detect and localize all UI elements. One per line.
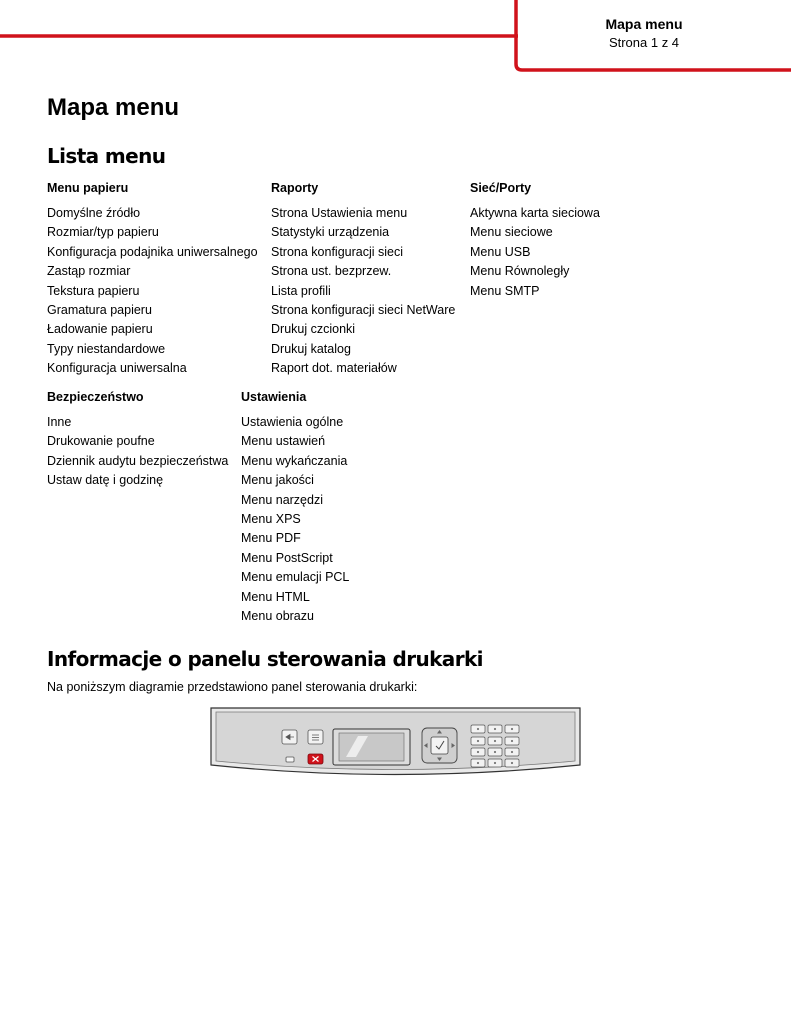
list-item: Menu obrazu (241, 608, 314, 623)
list-item: Typy niestandardowe (47, 341, 166, 356)
menu-column-network-ports (470, 181, 600, 301)
list-item: Statystyki urządzenia (271, 225, 390, 240)
menu-item-list (241, 413, 349, 626)
document-title: Mapa menu (47, 94, 180, 121)
menu-column-reports (271, 181, 455, 379)
list-item: Ładowanie papieru (47, 322, 153, 337)
list-item: Inne (47, 415, 72, 429)
menu-item-list (47, 204, 258, 379)
list-item: Konfiguracja podajnika uniwersalnego (47, 244, 258, 259)
list-item: Konfiguracja uniwersalna (47, 361, 187, 376)
list-item: Menu narzędzi (241, 492, 323, 507)
list-item: Menu PostScript (241, 550, 333, 565)
list-item: Menu emulacji PCL (241, 570, 350, 585)
list-item: Tekstura papieru (47, 283, 140, 298)
section-title-control-panel: Informacje o panelu sterowania drukarki (47, 647, 483, 671)
list-item: Menu ustawień (241, 434, 326, 449)
list-item: Zastąp rozmiar (47, 264, 131, 279)
list-item: Lista profili (271, 283, 331, 298)
list-item: Strona konfiguracji sieci NetWare (271, 302, 456, 317)
list-item: Rozmiar/typ papieru (47, 225, 159, 240)
list-item: Strona Ustawienia menu (271, 206, 408, 220)
list-item: Raport dot. materiałów (271, 361, 397, 376)
page-header (0, 0, 791, 80)
list-item: Menu PDF (241, 531, 301, 546)
list-item: Menu jakości (241, 473, 314, 488)
list-item: Menu HTML (241, 589, 310, 604)
intro-paragraph: Na poniższym diagramie przedstawiono panel sterowania drukarki: (47, 680, 418, 694)
menu-column-paper (47, 181, 258, 379)
menu-column-settings (241, 390, 349, 626)
column-heading: Ustawienia (241, 390, 307, 404)
list-item: Menu sieciowe (470, 225, 553, 240)
list-item: Menu XPS (241, 511, 301, 526)
list-item: Gramatura papieru (47, 302, 152, 317)
list-item: Domyślne źródło (47, 206, 141, 220)
list-item: Dziennik audytu bezpieczeństwa (47, 453, 229, 468)
column-heading: Raporty (271, 181, 319, 195)
indicator-light-icon (286, 757, 294, 762)
list-item: Menu Równoległy (470, 264, 570, 279)
list-item: Menu wykańczania (241, 453, 348, 468)
header-page-number: Strona 1 z 4 (608, 35, 680, 50)
menu-item-list (47, 413, 228, 491)
list-item: Drukowanie poufne (47, 434, 155, 449)
list-item: Ustaw datę i godzinę (47, 473, 164, 488)
menu-button-icon (308, 730, 323, 744)
list-item: Menu SMTP (470, 283, 540, 298)
list-item: Drukuj czcionki (271, 322, 356, 337)
list-item: Strona ust. bezprzew. (271, 264, 392, 279)
list-item: Drukuj katalog (271, 341, 351, 356)
list-item: Ustawienia ogólne (241, 415, 344, 429)
list-item: Aktywna karta sieciowa (470, 206, 600, 220)
menu-column-security (47, 390, 228, 491)
menu-item-list (470, 204, 600, 301)
column-heading: Bezpieczeństwo (47, 390, 144, 404)
section-title-menu-list: Lista menu (47, 144, 166, 168)
list-item: Menu USB (470, 244, 531, 259)
list-item: Strona konfiguracji sieci (271, 244, 404, 259)
printer-control-panel-illustration (208, 706, 584, 780)
column-heading: Menu papieru (47, 181, 129, 195)
header-title: Mapa menu (605, 16, 683, 32)
menu-item-list (271, 204, 455, 379)
column-heading: Sieć/Porty (470, 181, 532, 195)
select-button-icon (431, 737, 448, 754)
